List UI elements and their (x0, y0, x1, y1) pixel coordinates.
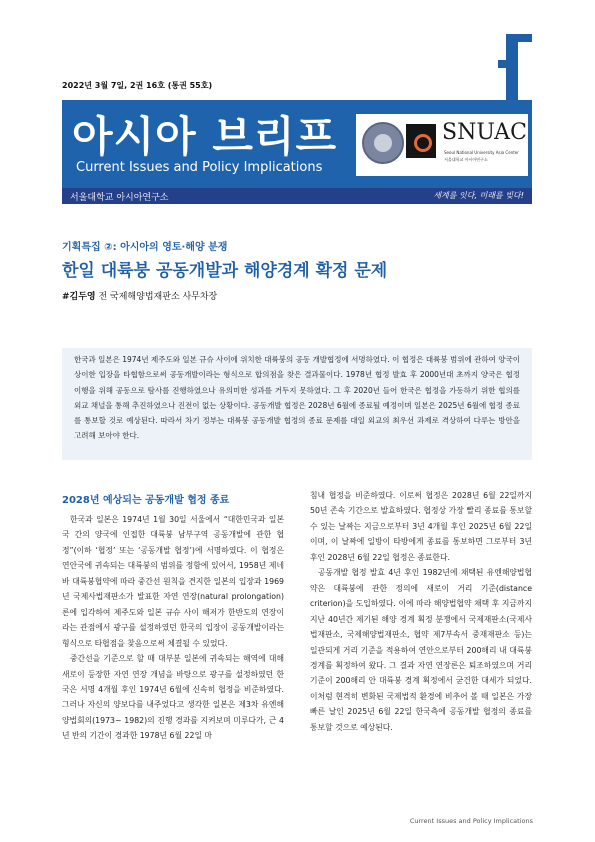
slogan: 세계를 잇다, 미래를 빚다! (433, 191, 524, 200)
organization-name: 서울대학교 아시아연구소 (70, 193, 169, 203)
snuac-logo (356, 114, 528, 176)
logo-text: SNUAC (442, 120, 527, 145)
header-decoration (498, 18, 532, 100)
right-column (310, 488, 532, 735)
body-paragraph: 중간선을 기준으로 할 때 대부분 일본에 귀속되는 해역에 대해 새로이 등장한 자연 연장 개념을 바탕으로 광구를 설정하였던 한국은 서명 4개월 후인 1974년 6월에 신속히 협정을 비준하였다. 그러나 자신의 양보다를 내주었다고 생각한 일본은 제3차 유엔해양법회의(1973~ 1982)의 진행 경과를 지켜보며 미루다가, 근 4년 반의 기간이 경과한 1978년 6월 22일 마 (62, 654, 284, 741)
author-role: 전 국제해양법재판소 사무차장 (95, 292, 218, 302)
publication-subtitle: Current Issues and Policy Implications (76, 160, 323, 175)
issue-info: 2022년 3월 7일, 2권 16호 (통권 55호) (62, 81, 213, 90)
author-line (62, 289, 217, 302)
page-footer: Current Issues and Policy Implications (409, 817, 533, 825)
university-seal-icon (362, 122, 404, 164)
left-column (62, 494, 284, 744)
abstract-box (62, 348, 532, 460)
article-title: 한일 대륙붕 공동개발과 해양경계 확정 문제 (62, 261, 388, 281)
decoration-bar (498, 60, 518, 68)
abstract-text: 한국과 일본은 1974년 제주도와 일본 규슈 사이에 위치한 대륙붕의 공동 개발협정에 서명하였다. 이 협정은 대륙붕 범위에 관하여 양국이 상이한 입장을 타협함으로써 공동개발이라는 형식으로 합의점을 찾은 결과물이다. 1978년 협정 발효 후 2000년대 초까지 양국은 협정 이행을 위해 공동으로 탐사를 진행하였으나 유의미한 성과를 거두지 못하였다. 그 후 2020년 들어 한국은 협정을 가동하기 위한 협의를 외교 채널을 통해 추진하였으나 진전이 없는 상황이다. 공동개발 협정은 2028년 6월에 종료될 예정이며 일본은 2025년 6월에 협정 종료를 통보할 것로 예상된다. 따라서 차기 정부는 대륙붕 공동개발 협정의 종료 문제를 대일 외교의 최우선 과제로 격상하여 다루는 방안을 고려해 보아야 한다. (74, 355, 520, 441)
body-paragraph: 침내 협정을 비준하였다. 이로써 협정은 2028년 6월 22일까지 50년 존속 기간으로 발효하였다. 협정상 가장 빨리 종료를 통보할 수 있는 날짜는 지금으로부터 3년 4개월 후인 2025년 6월 22일이며, 이 날짜에 일방이 타방에게 종료를 통보하면 그로부터 3년 후인 2028년 6월 22일 협정은 종료한다. (310, 491, 532, 562)
logo-caption-ko: 서울대학교 아시아연구소 (444, 157, 488, 162)
body-paragraph: 한국과 일본은 1974년 1월 30일 서울에서 “대한민국과 일본 국 간의 양국에 인접한 대륙붕 남부구역 공동개발에 관한 협정”(이하 ‘협정’ 또는 ‘공동개발 협정’)에 서명하였다. 이 협정은 연안국에 귀속되는 대륙붕의 범위를 정함에 있어서, 1958년 제네바 대륙붕협약에 따라 중간선 원칙을 견지한 일본의 입장과 1969년 국제사법재판소가 발표한 자연 연장(natural prolongation)론에 입각하여 제주도와 일본 규슈 사이 해저가 한반도의 연장이라는 관점에서 광구를 설정하였던 한국의 입장이 공동개발이라는 형식으로 타협점을 찾음으로써 체결될 수 있었다. (62, 515, 284, 648)
asia-center-mark-icon (406, 124, 436, 158)
series-label: 기획특집 ②: 아시아의 영토·해양 분쟁 (62, 242, 228, 253)
logo-caption-en: Seoul National University Asia Center (444, 150, 519, 155)
masthead-banner (62, 100, 532, 188)
organization-bar (62, 188, 532, 204)
section-heading: 2028년 예상되는 공동개발 협정 종료 (62, 495, 230, 506)
author-name: #김두영 (62, 292, 96, 302)
body-paragraph: 공동개발 협정 발효 4년 후인 1982년에 채택된 유엔해양법협약은 대륙붕에 관한 정의에 새로이 거리 기준(distance criterion)을 도입하였다. 이에 따라 해양법협약 채택 후 지금까지 지난 40년간 제기된 해양 경계 획정 분쟁에서 국제재판소(국제사법재판소, 국제해양법재판소, 협약 제7부속서 중재재판소 등)는 일관되게 거리 기준을 적용하여 연안으로부터 200해리 내 대륙붕 경계를 획정하여 왔다. 그 결과 자연 연장론은 퇴조하였으며 거리 기준이 200해리 안 대륙붕 경계 획정에서 굳건한 대세가 되었다. 이처럼 현격히 변화된 국제법적 환경에 비추어 볼 때 일본은 가장 빠른 날인 2025년 6월 22일 한국측에 공동개발 협정의 종료를 통보할 것으로 예상된다. (310, 568, 532, 732)
publication-title: 아시아 브리프 (72, 112, 338, 161)
